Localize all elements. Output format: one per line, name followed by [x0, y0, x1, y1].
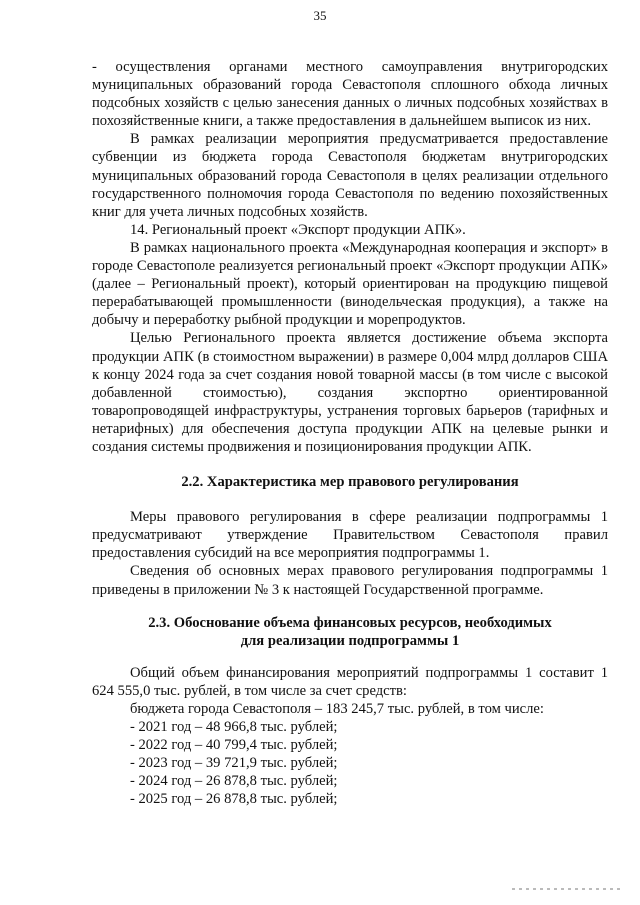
- paragraph: В рамках реализации мероприятия предусматривается предоставление субвенции из бюджета города Севастополя бюджетам внутригородских муниципальных образований города Севастополя в целях реализации отдельного государственного полномочия города Севастополя по ведению похозяйственных книг для учета личных подсобных хозяйств.: [92, 131, 608, 220]
- paragraph: В рамках национального проекта «Международная кооперация и экспорт» в городе Севастополе реализуется региональный проект «Экспорт продукции АПК» (далее – Региональный проект), который ориентирован на продукцию пищевой перерабатывающей промышленности (винодельческая продукция), а также на добычу и переработку рыбной продукции и морепродуктов.: [92, 239, 608, 329]
- year-item: - 2021 год – 48 966,8 тыс. рублей;: [130, 719, 338, 736]
- page-content: [92, 58, 608, 809]
- paragraph: 14. Региональный проект «Экспорт продукции АПК».: [130, 221, 466, 238]
- year-item: - 2022 год – 40 799,4 тыс. рублей;: [130, 737, 338, 754]
- scan-artifact: [512, 888, 622, 890]
- year-item: - 2023 год – 39 721,9 тыс. рублей;: [130, 755, 338, 772]
- budget-line: бюджета города Севастополя – 183 245,7 тыс. рублей, в том числе:: [130, 701, 544, 717]
- paragraph: Общий объем финансирования мероприятий подпрограммы 1 составит 1 624 555,0 тыс. рублей, в том числе за счет средств:: [92, 664, 608, 699]
- paragraph: Сведения об основных мерах правового регулирования подпрограммы 1 приведены в приложении № 3 к настоящей Государственной программе.: [92, 563, 608, 598]
- heading-line: 2.3. Обоснование объема финансовых ресурсов, необходимых: [148, 614, 552, 631]
- heading-line: для реализации подпрограммы 1: [240, 632, 460, 649]
- year-item: - 2024 год – 26 878,8 тыс. рублей;: [130, 773, 338, 790]
- paragraph: Целью Регионального проекта является достижение объема экспорта продукции АПК (в стоимостном выражении) в размере 0,004 млрд долларов США к концу 2024 года за счет создания новой товарной массы (в том числе с высокой добавленной стоимостью), создания экспортно ориентированной товаропроводящей инфраструктуры, устранения торговых барьеров (тарифных и нетарифных) для обеспечения доступа продукции АПК на целевые рынки и создания системы продвижения и позиционирования продукции АПК.: [92, 330, 608, 455]
- year-item: - 2025 год – 26 878,8 тыс. рублей;: [130, 791, 338, 808]
- paragraph: - осуществления органами местного самоуправления внутригородских муниципальных образований города Севастополя сплошного обхода личных подсобных хозяйств с целью занесения данных о личных подсобных хозяйствах в похозяйственные книги, а также предоставления в дальнейшем выписок из них.: [92, 59, 608, 130]
- section-heading-2-2: 2.2. Характеристика мер правового регулирования: [181, 474, 519, 491]
- paragraph: Меры правового регулирования в сфере реализации подпрограммы 1 предусматривают утверждение Правительством Севастополя правил предоставления субсидий на все мероприятия подпрограммы 1.: [92, 509, 608, 562]
- section-heading-2-3: [92, 614, 608, 650]
- page-number: 35: [313, 8, 327, 23]
